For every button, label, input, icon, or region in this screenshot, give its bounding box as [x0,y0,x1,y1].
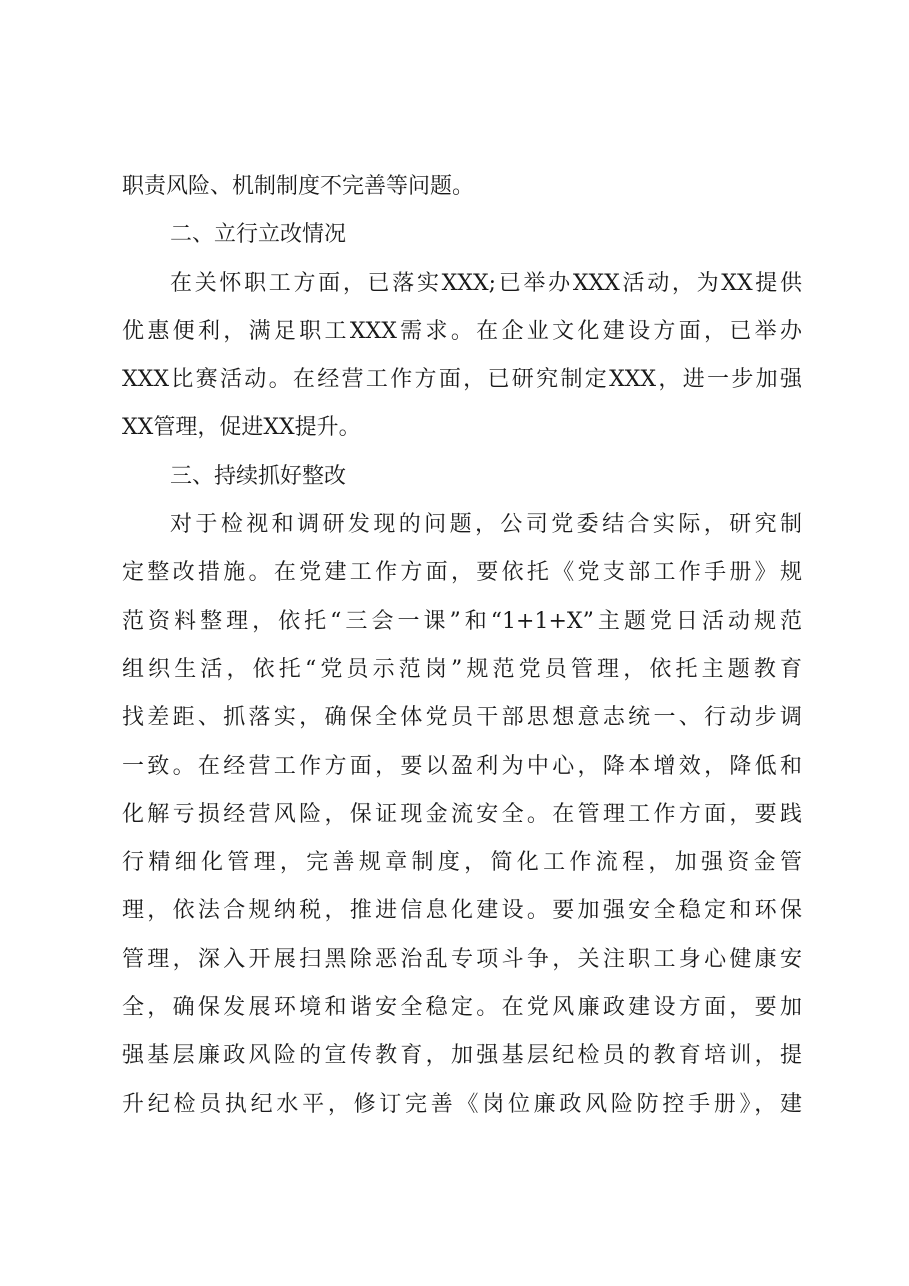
paragraph-line: 行精细化管理，完善规章制度，简化工作流程，加强资金管 [122,850,802,876]
paragraph-line: 职责风险、机制制度不完善等问题。 [122,174,475,199]
paragraph-line: 管理，深入开展扫黑除恶治乱专项斗争，关注职工身心健康安 [122,946,802,972]
paragraph-line: 升纪检员执纪水平，修订完善《岗位廉政风险防控手册》，建 [122,1091,802,1117]
paragraph-line: 理，依法合规纳税，推进信息化建设。要加强安全稳定和环保 [122,898,802,924]
paragraph-line: 在关怀职工方面，已落实XXX;已举办XXX活动，为XX提供 [170,270,802,296]
paragraph-line: 对于检视和调研发现的问题，公司党委结合实际，研究制 [170,512,802,538]
paragraph-line: 全，确保发展环境和谐安全稳定。在党风廉政建设方面，要加 [122,995,802,1021]
section-heading: 二、立行立改情况 [170,222,347,248]
section-heading: 三、持续抓好整改 [170,463,347,489]
paragraph-line: 范资料整理，依托“三会一课”和“1+1+X”主题党日活动规范 [122,608,802,634]
document-body [122,163,802,1129]
paragraph-line: 强基层廉政风险的宣传教育，加强基层纪检员的教育培训，提 [122,1043,802,1069]
paragraph-line: XX管理，促进XX提升。 [122,415,361,441]
paragraph-line: 优惠便利，满足职工XXX需求。在企业文化建设方面，已举办 [122,318,802,344]
paragraph-line: 组织生活，依托“党员示范岗”规范党员管理，依托主题教育 [122,656,802,682]
paragraph-line: 一致。在经营工作方面，要以盈利为中心，降本增效，降低和 [122,753,802,779]
paragraph-line: 找差距、抓落实，确保全体党员干部思想意志统一、行动步调 [122,705,802,731]
paragraph-line: 化解亏损经营风险，保证现金流安全。在管理工作方面，要践 [122,801,802,827]
paragraph-line: 定整改措施。在党建工作方面，要依托《党支部工作手册》规 [122,560,802,586]
paragraph-line: XXX比赛活动。在经营工作方面，已研究制定XXX，进一步加强 [122,367,802,393]
